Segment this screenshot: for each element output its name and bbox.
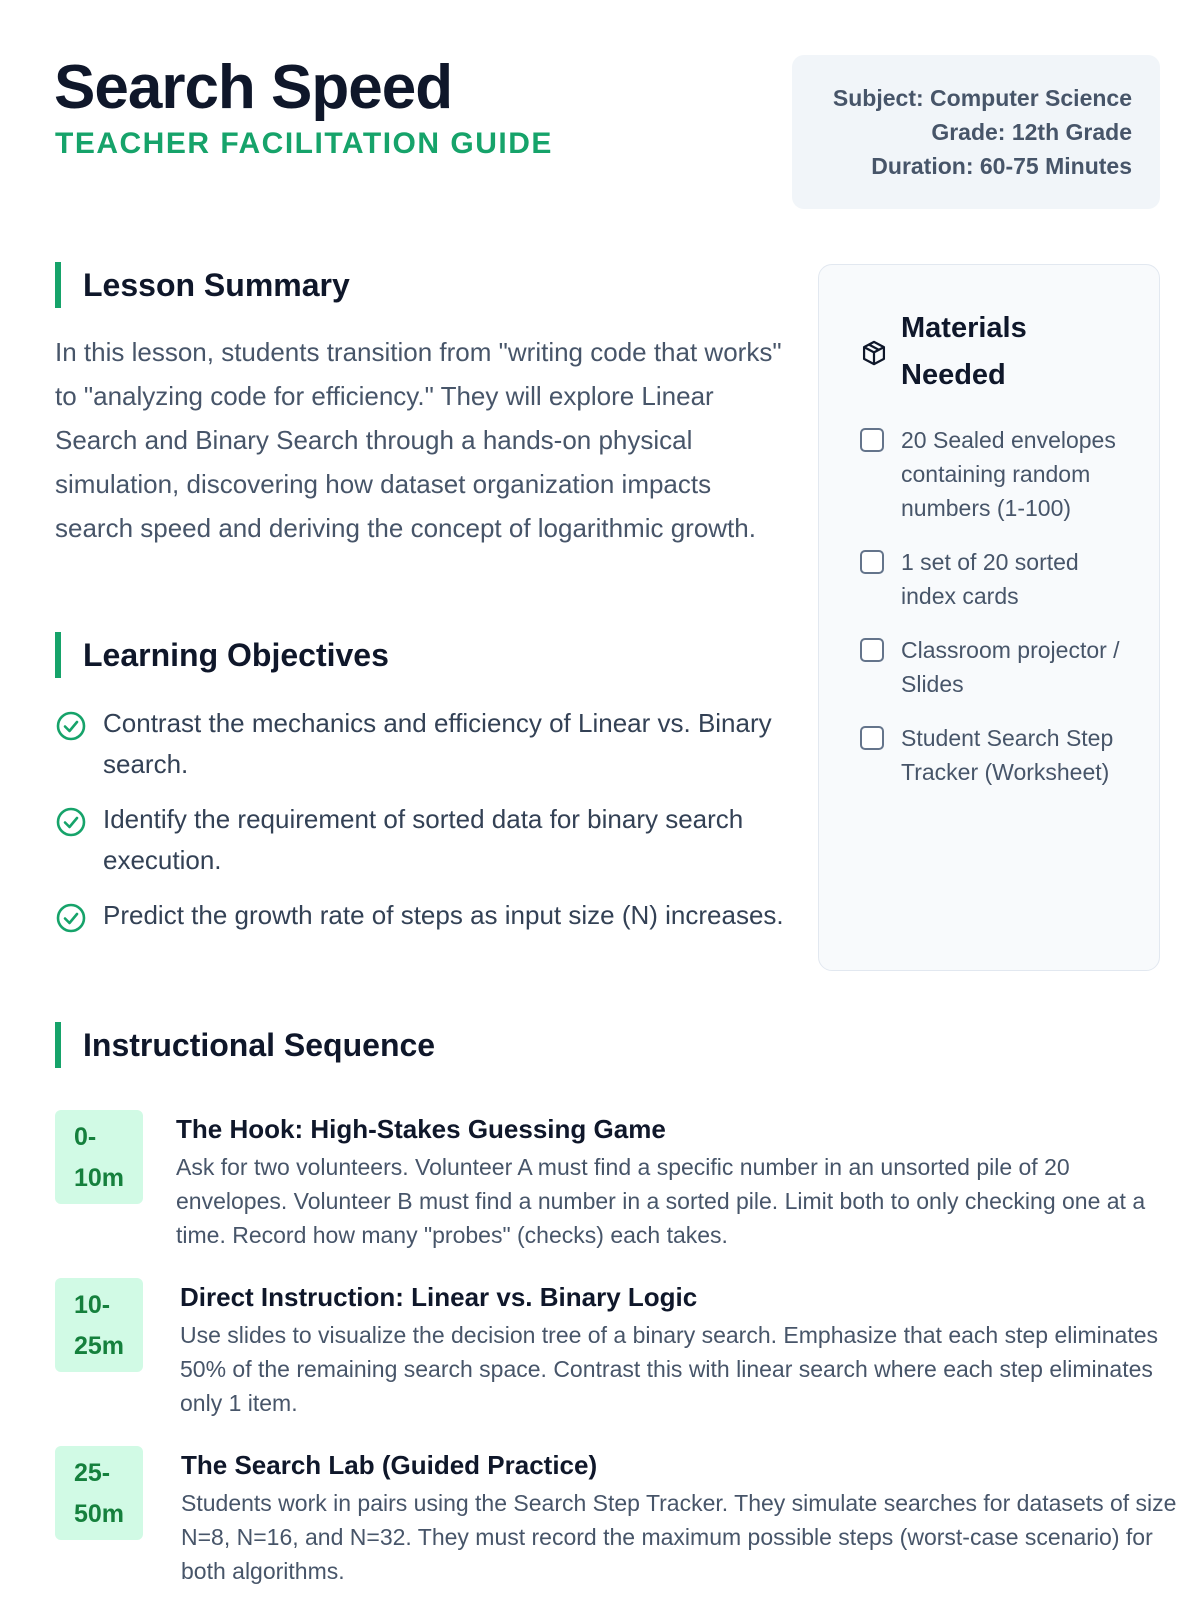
- lesson-summary-text: In this lesson, students transition from "writing code that works" to "analyzing code for efficiency." They will explore Linear Search and Binary Search through a hands-on physical simulation, discovering how dataset organization impacts search speed and deriving the concept of logarithmic growth.: [55, 337, 782, 543]
- objective-item: [55, 895, 795, 936]
- material-text: Student Search Step Tracker (Worksheet): [901, 725, 1114, 785]
- material-checkbox[interactable]: [860, 726, 884, 750]
- time-badge: [55, 1110, 143, 1204]
- time-badge-start: 10-: [74, 1291, 111, 1319]
- time-badge-end: 50m: [74, 1500, 125, 1528]
- page-title: Search Speed: [54, 53, 453, 122]
- step-body: [181, 1448, 1177, 1588]
- instructional-sequence-heading: Instructional Sequence: [55, 1022, 435, 1068]
- time-badge: [55, 1278, 143, 1372]
- material-text: Classroom projector / Slides: [901, 637, 1120, 697]
- time-badge-start: 0-: [74, 1123, 97, 1151]
- package-icon: [860, 339, 888, 367]
- objective-text: Contrast the mechanics and efficiency of Linear vs. Binary search.: [103, 708, 772, 779]
- check-circle-icon: [55, 806, 87, 838]
- objectives-list: [55, 703, 795, 950]
- time-badge-end: 10m: [74, 1164, 125, 1192]
- materials-heading: Materials Needed: [901, 312, 1027, 391]
- step-title: Direct Instruction: Linear vs. Binary Logic: [180, 1282, 698, 1312]
- step-description: Use slides to visualize the decision tree of a binary search. Emphasize that each step eliminates 50% of the remaining search space. Contrast this with linear search where each step eliminates only 1 item.: [180, 1322, 1159, 1416]
- material-checkbox[interactable]: [860, 638, 884, 662]
- material-checkbox[interactable]: [860, 428, 884, 452]
- objective-item: [55, 799, 795, 881]
- objective-item: [55, 703, 795, 785]
- check-circle-icon: [55, 902, 87, 934]
- materials-panel: [818, 264, 1160, 971]
- lesson-meta-box: [792, 55, 1160, 209]
- meta-grade: Grade: 12th Grade: [931, 119, 1132, 145]
- material-item: [860, 423, 1130, 525]
- time-badge-start: 25-: [74, 1459, 111, 1487]
- step-body: [176, 1112, 1176, 1252]
- lesson-summary-heading: Lesson Summary: [55, 262, 350, 308]
- material-checkbox[interactable]: [860, 550, 884, 574]
- step-description: Ask for two volunteers. Volunteer A must find a specific number in an unsorted pile of 20 envelopes. Volunteer B must find a number in a sorted pile. Limit both to only checking one at a time. Record how many "probes" (checks) each takes.: [176, 1154, 1146, 1248]
- page-subtitle: TEACHER FACILITATION GUIDE: [55, 127, 553, 160]
- objective-text: Predict the growth rate of steps as input size (N) increases.: [103, 900, 784, 930]
- materials-list: [860, 423, 1130, 809]
- time-badge: [55, 1446, 143, 1540]
- check-circle-icon: [55, 710, 87, 742]
- objective-text: Identify the requirement of sorted data for binary search execution.: [103, 804, 744, 875]
- step-body: [180, 1280, 1176, 1420]
- material-text: 1 set of 20 sorted index cards: [901, 549, 1079, 609]
- learning-objectives-heading: Learning Objectives: [55, 632, 389, 678]
- step-title: The Search Lab (Guided Practice): [181, 1450, 598, 1480]
- meta-subject: Subject: Computer Science: [832, 85, 1132, 111]
- material-item: [860, 545, 1130, 613]
- material-item: [860, 633, 1130, 701]
- meta-duration: Duration: 60-75 Minutes: [871, 153, 1132, 179]
- step-description: Students work in pairs using the Search Step Tracker. They simulate searches for datasets of size N=8, N=16, and N=32. They must record the maximum possible steps (worst-case scenario) for both algorithms.: [181, 1490, 1177, 1584]
- material-text: 20 Sealed envelopes containing random numbers (1-100): [901, 427, 1116, 521]
- material-item: [860, 721, 1130, 789]
- time-badge-end: 25m: [74, 1332, 125, 1360]
- step-title: The Hook: High-Stakes Guessing Game: [176, 1114, 666, 1144]
